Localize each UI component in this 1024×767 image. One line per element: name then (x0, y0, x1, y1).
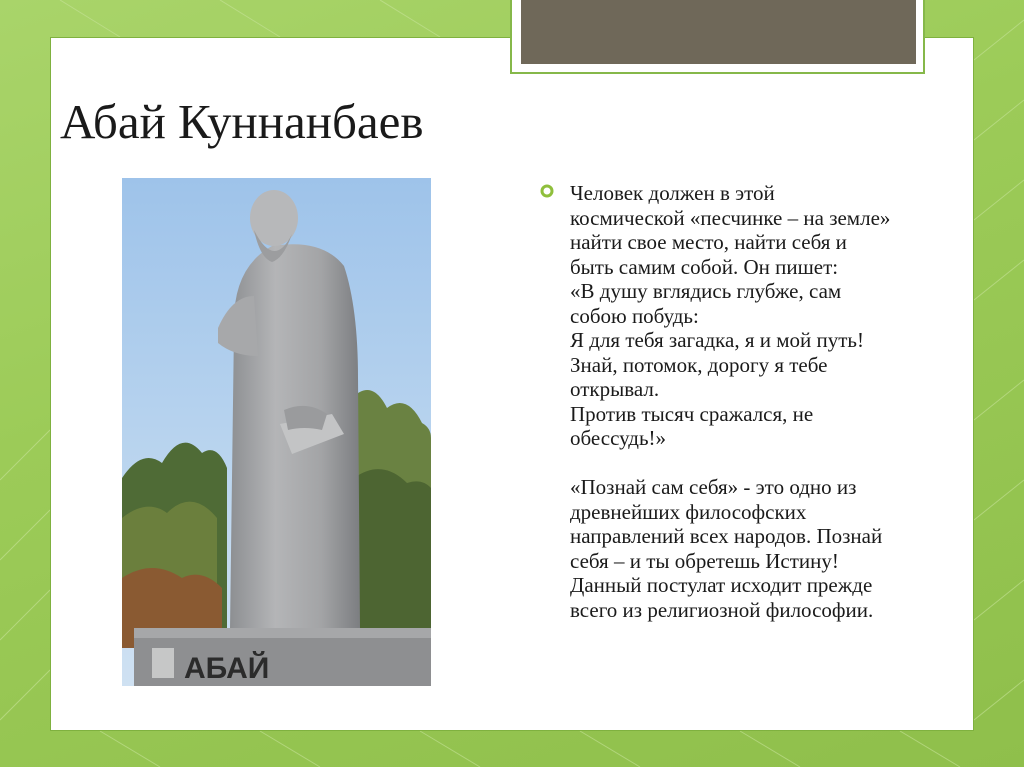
body-line: древнейших философских (570, 499, 807, 524)
body-line: себя – и ты обретешь Истину! (570, 548, 839, 573)
body-line: «В душу вглядись глубже, сам (570, 279, 842, 303)
accent-bar (521, 0, 916, 64)
body-line: всего из религиозной философии. (570, 597, 874, 622)
body-line: направлений всех народов. Познай (570, 524, 883, 548)
body-line: обессудь!» (570, 426, 667, 450)
body-line: Против тысяч сражался, не (570, 401, 814, 426)
body-line: космической «песчинке – на земле» (570, 205, 891, 230)
body-line: найти свое место, найти себя и (570, 230, 847, 254)
body-line: собою побудь: (570, 303, 699, 328)
slide-title: Абай Куннанбаев (60, 94, 424, 149)
body-line: Я для тебя загадка, я и мой путь! (570, 328, 864, 352)
body-line: Данный постулат исходит прежде (570, 573, 873, 597)
body-text (570, 181, 970, 622)
monument-photo (122, 178, 431, 686)
body-line: Знай, потомок, дорогу я тебе (570, 352, 828, 377)
abai-monument-photo-icon (122, 178, 431, 686)
pedestal-inscription: АБАЙ (184, 652, 270, 685)
bullet-ring-icon (540, 184, 554, 198)
body-line: быть самим собой. Он пишет: (570, 254, 839, 279)
body-line: открывал. (570, 377, 660, 401)
paragraph-gap (570, 451, 970, 476)
body-line: «Познай сам себя» - это одно из (570, 475, 857, 499)
body-line: Человек должен в этой (570, 181, 775, 205)
